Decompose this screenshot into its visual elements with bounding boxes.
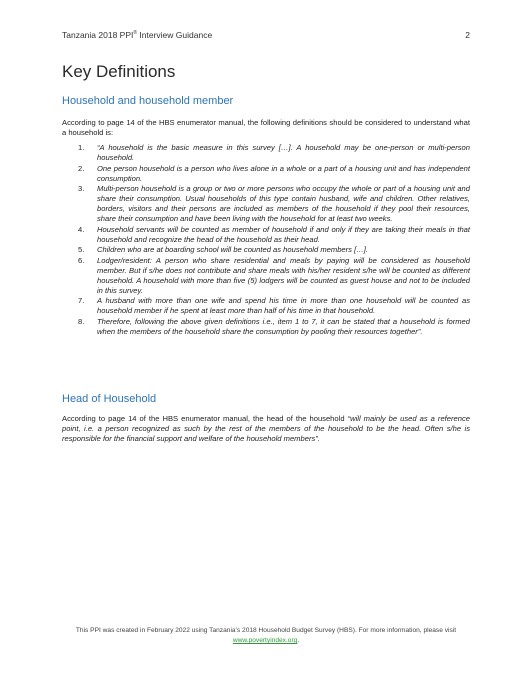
definition-text: “A household is the basic measure in this survey […]. A household may be one-person or multi-person household. [97,143,470,162]
definition-text: A husband with more than one wife and spend his time in more than one household will be counted as household member if he spent at least more than half of his time in that household. [97,296,470,315]
definition-text: Household servants will be counted as member of household if and only if they are taking their meals in that household and recognize the head of the household as their head. [97,224,470,244]
definition-number: 8. [78,316,85,326]
definition-item [62,245,470,255]
definition-text: Multi-person household is a group or two or more persons who occupy the whole or part of a housing unit and share their consumption. Usual households of this type contain husband, wife and children. Other relatives, borders, visitors and their persons are included as members of the household if they pool their resources, share their consumption and have been living with the household for at least two weeks. [97,184,470,223]
registered-mark: ® [133,30,138,37]
definition-number: 7. [78,296,85,305]
definition-item [62,296,470,316]
quoted-definition: “will mainly be used as a reference point, i.e. a person recognized as such by the rest of the members of the household to be the head. Often s/he is responsible for the financial support and welfare of the household members”. [62,414,470,443]
definition-number: 3. [78,184,85,193]
running-title: Tanzania 2018 PPI® Interview Guidance [62,30,213,40]
section-heading-household: Household and household member [62,95,234,107]
definition-item [62,143,470,163]
definition-text: Therefore, following the above given definitions i.e., item 1 to 7, it can be stated that a household is formed when the members of the household share the consumption by pooling their resources together”. [97,316,470,336]
definition-item [62,317,470,337]
definition-item [62,164,470,184]
page-footer: This PPI was created in February 2022 using Tanzania’s 2018 Household Budget Survey (HBS). For more information, please visit www.povertyindex.org. [75,627,457,644]
page-number: 2 [465,30,470,40]
household-intro-paragraph: According to page 14 of the HBS enumerator manual, the following definitions should be considered to understand what a household is: [62,118,470,137]
definition-item [62,184,470,224]
definition-text: One person household is a person who lives alone in a whole or a part of a housing unit and has independent consumption. [97,163,470,183]
page-header [62,30,470,40]
page-title: Key Definitions [62,62,176,81]
definition-number: 2. [78,163,85,173]
definition-number: 5. [78,245,85,254]
definition-number: 4. [78,224,85,234]
definition-number: 1. [78,143,85,152]
povertyindex-link[interactable]: www.povertyindex.org [232,637,298,644]
definition-text: Lodger/resident: A person who share residential and meals by paying will be considered as household member. But if s/he does not contribute and share meals with his/her resident s/he will be counted as different household. A household with more than five (5) lodgers will be counted as guest house and not to be included in this survey. [97,255,470,295]
definition-number: 6. [78,255,85,265]
household-definitions-list [62,143,470,337]
section-heading-head-of-household: Head of Household [62,393,157,405]
definition-item [62,225,470,245]
head-of-household-paragraph: According to page 14 of the HBS enumerator manual, the head of the household “will mainly be used as a reference point, i.e. a person recognized as such by the rest of the members of the household to be the head. Often s/he is responsible for the financial support and welfare of the household members”. [62,414,470,443]
definition-text: Children who are at boarding school will be counted as household members […]. [97,245,368,254]
definition-item [62,256,470,296]
footer-text: This PPI was created in February 2022 using Tanzania’s 2018 Household Budget Survey (HBS). For more information, please visit [75,627,457,634]
